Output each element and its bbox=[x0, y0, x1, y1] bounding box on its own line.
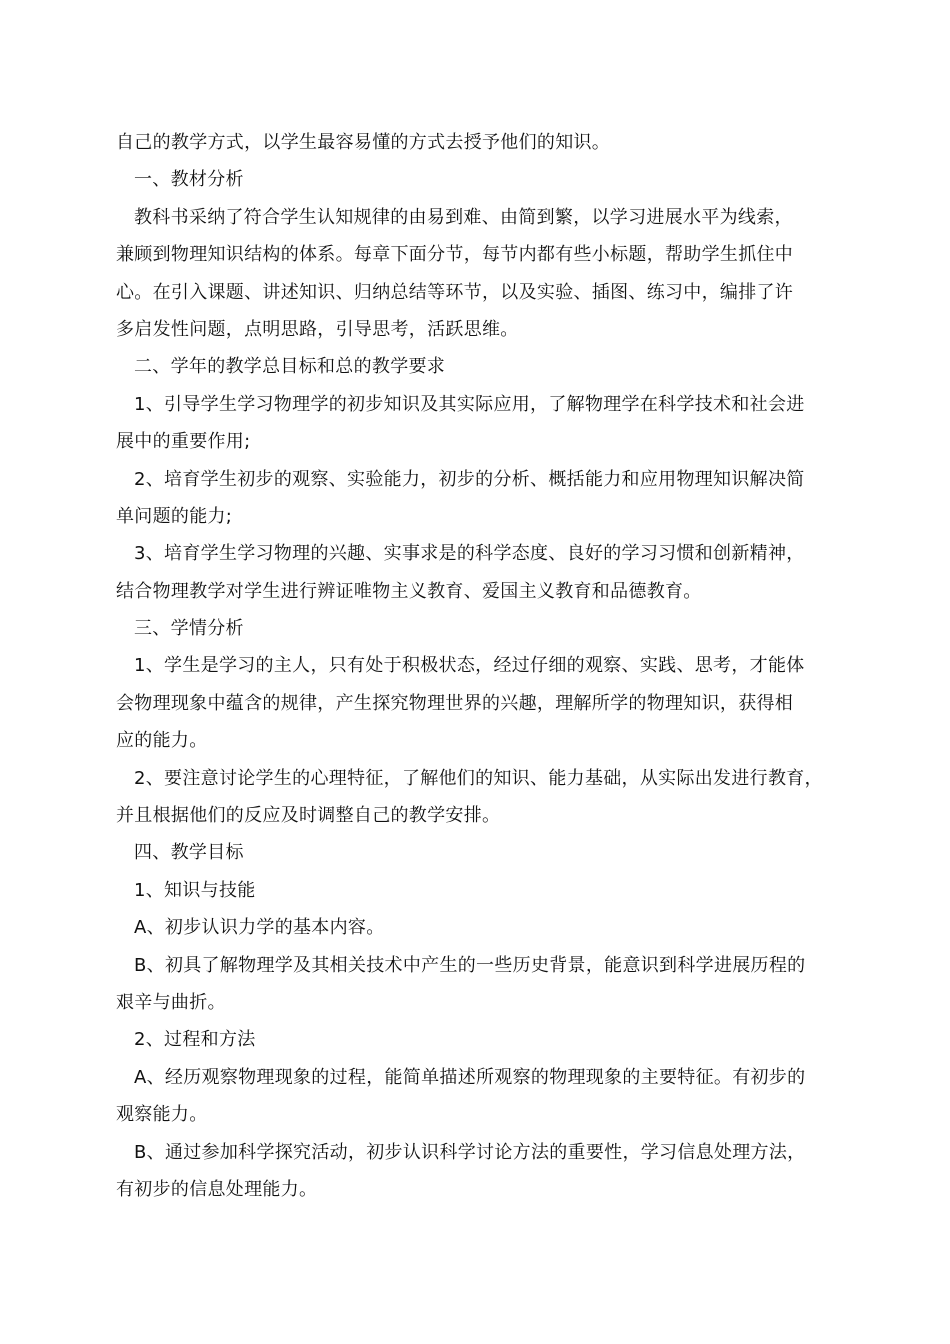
text-line: 多启发性问题，点明思路，引导思考，活跃思维。 bbox=[116, 318, 519, 340]
text-line: 二、学年的教学总目标和总的教学要求 bbox=[134, 356, 446, 378]
text-line: 展中的重要作用; bbox=[116, 431, 251, 453]
text-line: 教科书采纳了符合学生认知规律的由易到难、由简到繁，以学习进展水平为线索， bbox=[134, 206, 793, 228]
text-line: 2、过程和方法 bbox=[134, 1029, 256, 1051]
text-line: 会物理现象中蕴含的规律，产生探究物理世界的兴趣，理解所学的物理知识，获得相 bbox=[116, 692, 794, 714]
text-line: 1、引导学生学习物理学的初步知识及其实际应用，了解物理学在科学技术和社会进 bbox=[134, 393, 805, 415]
text-line: B、初具了解物理学及其相关技术中产生的一些历史背景，能意识到科学进展历程的 bbox=[134, 954, 806, 976]
text-line: 应的能力。 bbox=[116, 730, 208, 752]
text-line: 1、知识与技能 bbox=[134, 879, 256, 901]
text-line: A、经历观察物理现象的过程，能简单描述所观察的物理现象的主要特征。有初步的 bbox=[134, 1066, 806, 1088]
text-line: 艰辛与曲折。 bbox=[116, 991, 226, 1013]
text-line: 心。在引入课题、讲述知识、归纳总结等环节，以及实验、插图、练习中，编排了许 bbox=[116, 281, 794, 303]
text-line: 单问题的能力; bbox=[116, 505, 233, 527]
text-line: 一、教材分析 bbox=[134, 169, 244, 191]
text-line: 兼顾到物理知识结构的体系。每章下面分节，每节内都有些小标题，帮助学生抓住中 bbox=[116, 244, 794, 266]
text-line: B、通过参加科学探究活动，初步认识科学讨论方法的重要性，学习信息处理方法， bbox=[134, 1141, 806, 1163]
text-line: 1、学生是学习的主人，只有处于积极状态，经过仔细的观察、实践、思考，才能体 bbox=[134, 655, 805, 677]
text-line: 2、要注意讨论学生的心理特征，了解他们的知识、能力基础，从实际出发进行教育， bbox=[134, 767, 823, 789]
text-line: 三、学情分析 bbox=[134, 618, 244, 640]
text-line: 3、培育学生学习物理的兴趣、实事求是的科学态度、良好的学习习惯和创新精神， bbox=[134, 543, 805, 565]
text-line: 观察能力。 bbox=[116, 1104, 208, 1126]
text-line: A、初步认识力学的基本内容。 bbox=[134, 917, 385, 939]
text-line: 结合物理教学对学生进行辨证唯物主义教育、爱国主义教育和品德教育。 bbox=[116, 580, 702, 602]
text-line: 2、培育学生初步的观察、实验能力，初步的分析、概括能力和应用物理知识解决简 bbox=[134, 468, 805, 490]
text-line: 并且根据他们的反应及时调整自己的教学安排。 bbox=[116, 805, 501, 827]
text-line: 有初步的信息处理能力。 bbox=[116, 1178, 318, 1200]
text-line: 四、教学目标 bbox=[134, 842, 244, 864]
text-line: 自己的教学方式，以学生最容易懂的方式去授予他们的知识。 bbox=[116, 132, 611, 153]
document-body bbox=[116, 124, 846, 1208]
